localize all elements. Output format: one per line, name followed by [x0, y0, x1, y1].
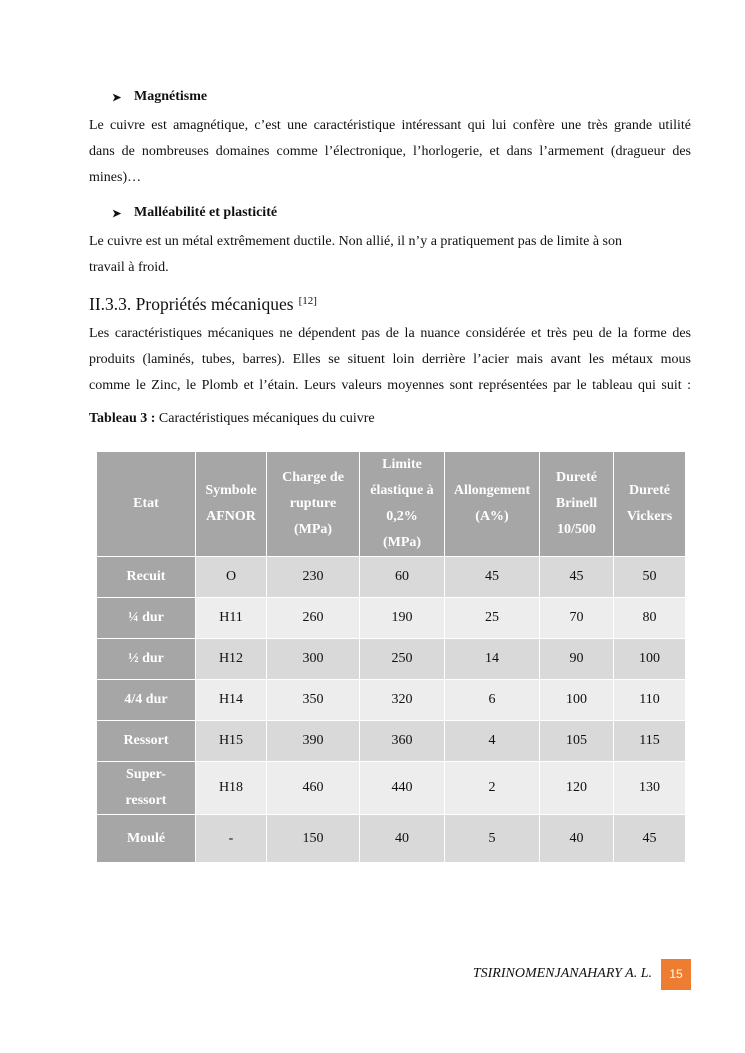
arrow-bullet-icon: ➤	[112, 207, 122, 220]
value-cell: 300	[267, 639, 360, 680]
column-header-text: Vickers	[626, 509, 673, 524]
magnetism-paragraph	[89, 113, 691, 191]
value-cell: 100	[540, 680, 614, 721]
value-cell: 25	[445, 598, 540, 639]
value-cell: 320	[360, 680, 445, 721]
value-cell: 6	[445, 680, 540, 721]
value-cell: H11	[196, 598, 267, 639]
column-header-text: 0,2%	[386, 509, 418, 524]
value-cell: 45	[540, 557, 614, 598]
value-cell: 350	[267, 680, 360, 721]
section-title-text: II.3.3. Propriétés mécaniques	[89, 294, 294, 314]
caption-label: Tableau 3 :	[89, 411, 156, 426]
column-header-text: AFNOR	[206, 509, 256, 524]
value-cell: H14	[196, 680, 267, 721]
column-header	[445, 452, 540, 557]
value-cell: 110	[614, 680, 686, 721]
value-cell: 115	[614, 721, 686, 762]
value-cell: -	[196, 815, 267, 863]
column-header	[540, 452, 614, 557]
column-header-text: élastique à	[370, 483, 434, 498]
arrow-bullet-icon: ➤	[112, 91, 122, 104]
state-cell	[97, 557, 196, 598]
value-cell: 460	[267, 762, 360, 815]
column-header-text: rupture	[289, 496, 337, 511]
column-header	[614, 452, 686, 557]
paragraph-line: travail à froid.	[89, 260, 169, 275]
state-text: Super-	[126, 767, 166, 782]
column-header	[267, 452, 360, 557]
column-header	[97, 452, 196, 557]
value-cell: 50	[614, 557, 686, 598]
state-text: Ressort	[123, 733, 169, 748]
column-header	[196, 452, 267, 557]
reference-mark: [12]	[298, 295, 317, 307]
column-header-text: 10/500	[557, 522, 596, 537]
state-cell	[97, 680, 196, 721]
value-cell: 45	[445, 557, 540, 598]
table-row	[97, 557, 686, 598]
value-cell: 100	[614, 639, 686, 680]
value-cell: 390	[267, 721, 360, 762]
value-cell: 260	[267, 598, 360, 639]
state-text: ½ dur	[128, 651, 164, 666]
column-header-text: Brinell	[555, 496, 598, 511]
table-row	[97, 598, 686, 639]
state-text: Recuit	[126, 569, 166, 584]
paragraph-line: produits (laminés, tubes, barres). Elles se situent loin derrière l’acier mais avant les métaux mous	[89, 352, 691, 367]
column-header-text: Allongement	[453, 483, 531, 498]
section-title	[89, 294, 317, 315]
value-cell: 190	[360, 598, 445, 639]
table-row	[97, 762, 686, 815]
paragraph-line: mines)…	[89, 170, 142, 185]
state-cell	[97, 815, 196, 863]
state-text: Moulé	[126, 830, 166, 846]
value-cell: 150	[267, 815, 360, 863]
table-header-row	[97, 452, 686, 557]
value-cell: 360	[360, 721, 445, 762]
paragraph-line: Le cuivre est un métal extrêmement ductile. Non allié, il n’y a pratiquement pas de limite à son	[89, 234, 622, 249]
state-cell	[97, 598, 196, 639]
value-cell: H15	[196, 721, 267, 762]
column-header-text: Charge de	[282, 470, 344, 485]
value-cell: H18	[196, 762, 267, 815]
value-cell: 40	[360, 815, 445, 863]
table-row	[97, 815, 686, 863]
value-cell: 230	[267, 557, 360, 598]
malleability-heading-text: Malléabilité et plasticité	[134, 205, 278, 220]
paragraph-line: Le cuivre est amagnétique, c’est une caractéristique intéressant qui lui confère une très grande utilité	[89, 118, 691, 133]
column-header	[360, 452, 445, 557]
value-cell: 90	[540, 639, 614, 680]
page-number-badge: 15	[661, 959, 691, 990]
value-cell: 5	[445, 815, 540, 863]
malleability-heading	[112, 205, 277, 221]
column-header-text: Dureté	[629, 483, 670, 498]
table-row	[97, 680, 686, 721]
column-header-text: (MPa)	[382, 535, 422, 550]
state-cell	[97, 639, 196, 680]
value-cell: 250	[360, 639, 445, 680]
table-caption	[89, 411, 375, 427]
column-header-text: Limite	[382, 457, 422, 472]
table-row	[97, 639, 686, 680]
paragraph-line: dans de nombreuses domaines comme l’électronique, l’horlogerie, et dans l’armement (dragueur des	[89, 144, 691, 159]
column-header-text: Symbole	[205, 483, 257, 498]
magnetism-heading-text: Magnétisme	[134, 89, 208, 104]
value-cell: 40	[540, 815, 614, 863]
value-cell: O	[196, 557, 267, 598]
section-paragraph	[89, 321, 691, 399]
table-body	[97, 557, 686, 863]
value-cell: 105	[540, 721, 614, 762]
state-text: ¼ dur	[128, 610, 164, 625]
state-text: 4/4 dur	[124, 692, 168, 707]
state-text: ressort	[125, 793, 167, 808]
column-header-text: Dureté	[556, 470, 597, 485]
table-row	[97, 721, 686, 762]
value-cell: 130	[614, 762, 686, 815]
magnetism-heading	[112, 89, 207, 105]
value-cell: 80	[614, 598, 686, 639]
paragraph-line: Les caractéristiques mécaniques ne dépendent pas de la nuance considérée et très peu de la forme des	[89, 326, 691, 341]
value-cell: 4	[445, 721, 540, 762]
column-header-text: (MPa)	[293, 522, 333, 537]
malleability-paragraph	[89, 229, 691, 281]
value-cell: 45	[614, 815, 686, 863]
value-cell: 14	[445, 639, 540, 680]
value-cell: 70	[540, 598, 614, 639]
column-header-text: (A%)	[475, 509, 509, 524]
value-cell: 2	[445, 762, 540, 815]
value-cell: 60	[360, 557, 445, 598]
value-cell: H12	[196, 639, 267, 680]
paragraph-line: comme le Zinc, le Plomb et l’étain. Leurs valeurs moyennes sont représentées par le tableau qui suit :	[89, 378, 691, 393]
value-cell: 440	[360, 762, 445, 815]
value-cell: 120	[540, 762, 614, 815]
state-cell	[97, 721, 196, 762]
caption-text: Caractéristiques mécaniques du cuivre	[158, 411, 375, 426]
state-cell	[97, 762, 196, 815]
footer-author: TSIRINOMENJANAHARY A. L.	[472, 966, 652, 981]
mechanical-properties-table	[96, 451, 686, 863]
column-header-text: Etat	[133, 496, 159, 511]
